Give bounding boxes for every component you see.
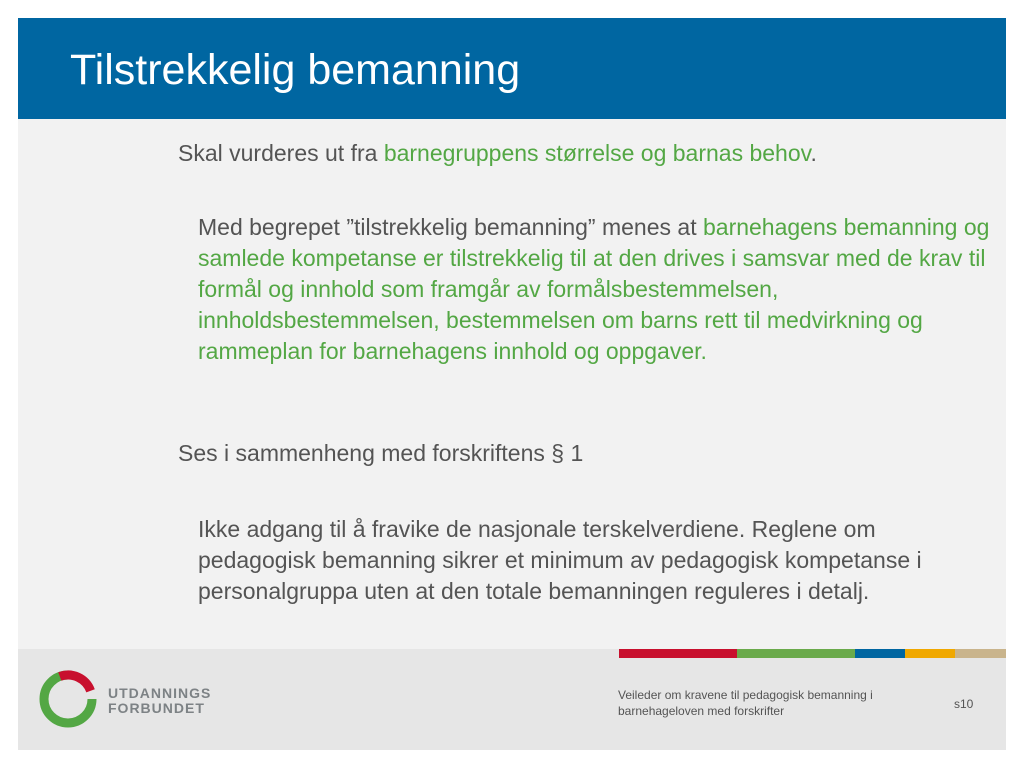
- slide-title: Tilstrekkelig bemanning: [70, 46, 521, 94]
- footer: [18, 649, 1006, 750]
- stripe-red: [619, 649, 737, 658]
- footer-note: Veileder om kravene til pedagogisk bemanning i barnehageloven med forskrifter: [618, 688, 873, 718]
- logo-line-2: FORBUNDET: [108, 700, 205, 716]
- paragraph-2-highlight: barnehagens bemanning og samlede kompetanse er tilstrekkelig til at den drives i samsvar med de krav til formål og innhold som framgår av formålsbestemmelsen, innholdsbestemmelsen, bestemmelsen om barns rett til medvirkning og rammeplan for barnehagens innhold og oppgaver.: [198, 214, 990, 364]
- paragraph-2: [198, 212, 998, 367]
- paragraph-1-end: .: [810, 140, 817, 166]
- paragraph-1-highlight: barnegruppens størrelse og barnas behov: [383, 140, 811, 166]
- paragraph-3-text: Ses i sammenheng med forskriftens § 1: [178, 440, 584, 466]
- stripe-tan: [955, 649, 1006, 658]
- stripe-green: [737, 649, 855, 658]
- title-bar: [18, 18, 1006, 119]
- logo-text: [108, 686, 211, 716]
- paragraph-4-text: Ikke adgang til å fravike de nasjonale terskelverdiene. Reglene om pedagogisk bemanning sikrer et minimum av pedagogisk kompetanse i personalgruppa uten at den totale bemanningen reguleres i detalj.: [198, 516, 922, 604]
- stripe-blue: [855, 649, 905, 658]
- page-number: s10: [954, 697, 974, 711]
- paragraph-2-text: Med begrepet ”tilstrekkelig bemanning” menes at: [198, 214, 703, 240]
- stripe-yellow: [905, 649, 955, 658]
- color-stripes: [619, 649, 1006, 658]
- logo-line-1: UTDANNINGS: [108, 685, 212, 701]
- paragraph-4: [198, 514, 998, 607]
- paragraph-1-text: Skal vurderes ut fra: [178, 140, 384, 166]
- slide: [18, 18, 1006, 750]
- utdanningsforbundet-logo-icon: [36, 667, 100, 731]
- paragraph-1: [178, 138, 817, 169]
- paragraph-3: [178, 438, 583, 469]
